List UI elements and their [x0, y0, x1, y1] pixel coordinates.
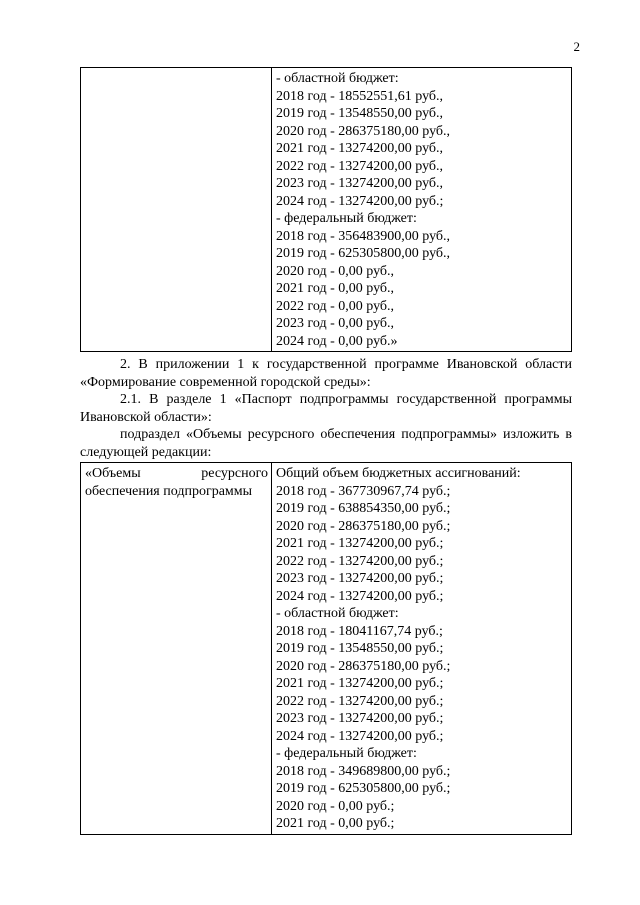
budget-line: 2021 год - 0,00 руб.;: [276, 816, 395, 831]
budget-line: 2019 год - 625305800,00 руб.,: [276, 246, 451, 261]
budget-line: 2018 год - 349689800,00 руб.;: [276, 763, 451, 779]
budget-line: 2020 год - 286375180,00 руб.,: [276, 123, 451, 139]
budget-line: 2024 год - 0,00 руб.»: [276, 333, 398, 349]
budget-line: 2023 год - 13274200,00 руб.;: [276, 711, 444, 726]
budget-line: 2021 год - 13274200,00 руб.;: [276, 676, 444, 691]
budget-line: 2018 год - 18041167,74 руб.;: [276, 623, 443, 639]
budget-line: 2018 год - 18552551,61 руб.,: [276, 88, 444, 104]
budget-line: 2022 год - 0,00 руб.,: [276, 298, 395, 314]
budget-line: 2018 год - 367730967,74 руб.;: [276, 483, 451, 499]
budget-table-new: [80, 462, 572, 835]
budget-line: 2023 год - 13274200,00 руб.,: [276, 176, 444, 191]
budget-line: - федеральный бюджет:: [276, 746, 417, 761]
amendment-text: [80, 356, 572, 461]
budget-table-continued: [80, 67, 572, 352]
budget-line: 2021 год - 0,00 руб.,: [276, 281, 395, 296]
budget-line: 2022 год - 13274200,00 руб.;: [276, 553, 444, 569]
page-number: 2: [573, 39, 580, 54]
budget-line: 2022 год - 13274200,00 руб.,: [276, 158, 444, 174]
budget-line: 2019 год - 13548550,00 руб.,: [276, 106, 444, 121]
budget-line: Общий объем бюджетных ассигнований:: [276, 466, 521, 481]
paragraph-item-2-1: 2.1. В разделе 1 «Паспорт подпрограммы государственной программы Ивановской области»:: [80, 392, 572, 425]
budget-line: 2024 год - 13274200,00 руб.;: [276, 193, 444, 209]
budget-line: - областной бюджет:: [276, 606, 399, 621]
budget-line: 2019 год - 13548550,00 руб.;: [276, 641, 444, 656]
budget-line: 2021 год - 13274200,00 руб.,: [276, 141, 444, 156]
budget-line: 2019 год - 625305800,00 руб.;: [276, 781, 451, 796]
budget-line: - федеральный бюджет:: [276, 211, 417, 226]
table-cell-label: «Объемы ресурсного обеспечения подпрограммы: [81, 463, 272, 835]
budget-line: 2022 год - 13274200,00 руб.;: [276, 693, 444, 709]
budget-line: 2020 год - 0,00 руб.,: [276, 263, 395, 279]
table-row: [81, 463, 572, 835]
budget-line: 2019 год - 638854350,00 руб.;: [276, 501, 451, 516]
budget-line: 2020 год - 0,00 руб.;: [276, 798, 395, 814]
budget-line: 2020 год - 286375180,00 руб.;: [276, 658, 451, 674]
budget-line: 2023 год - 0,00 руб.,: [276, 316, 395, 331]
table-cell-values: [272, 68, 572, 352]
budget-line: 2023 год - 13274200,00 руб.;: [276, 571, 444, 586]
budget-line: 2024 год - 13274200,00 руб.;: [276, 588, 444, 604]
table-row: [81, 68, 572, 352]
paragraph-subsection: подраздел «Объемы ресурсного обеспечения подпрограммы» изложить в следующей редакции:: [80, 427, 572, 460]
budget-line: - областной бюджет:: [276, 71, 399, 86]
budget-line: 2024 год - 13274200,00 руб.;: [276, 728, 444, 744]
budget-line: 2018 год - 356483900,00 руб.,: [276, 228, 451, 244]
budget-line: 2021 год - 13274200,00 руб.;: [276, 536, 444, 551]
table-cell-label: [81, 68, 272, 352]
budget-line: 2020 год - 286375180,00 руб.;: [276, 518, 451, 534]
table-cell-values: [272, 463, 572, 835]
paragraph-item-2: 2. В приложении 1 к государственной программе Ивановской области «Формирование современной городской среды»:: [80, 357, 572, 390]
